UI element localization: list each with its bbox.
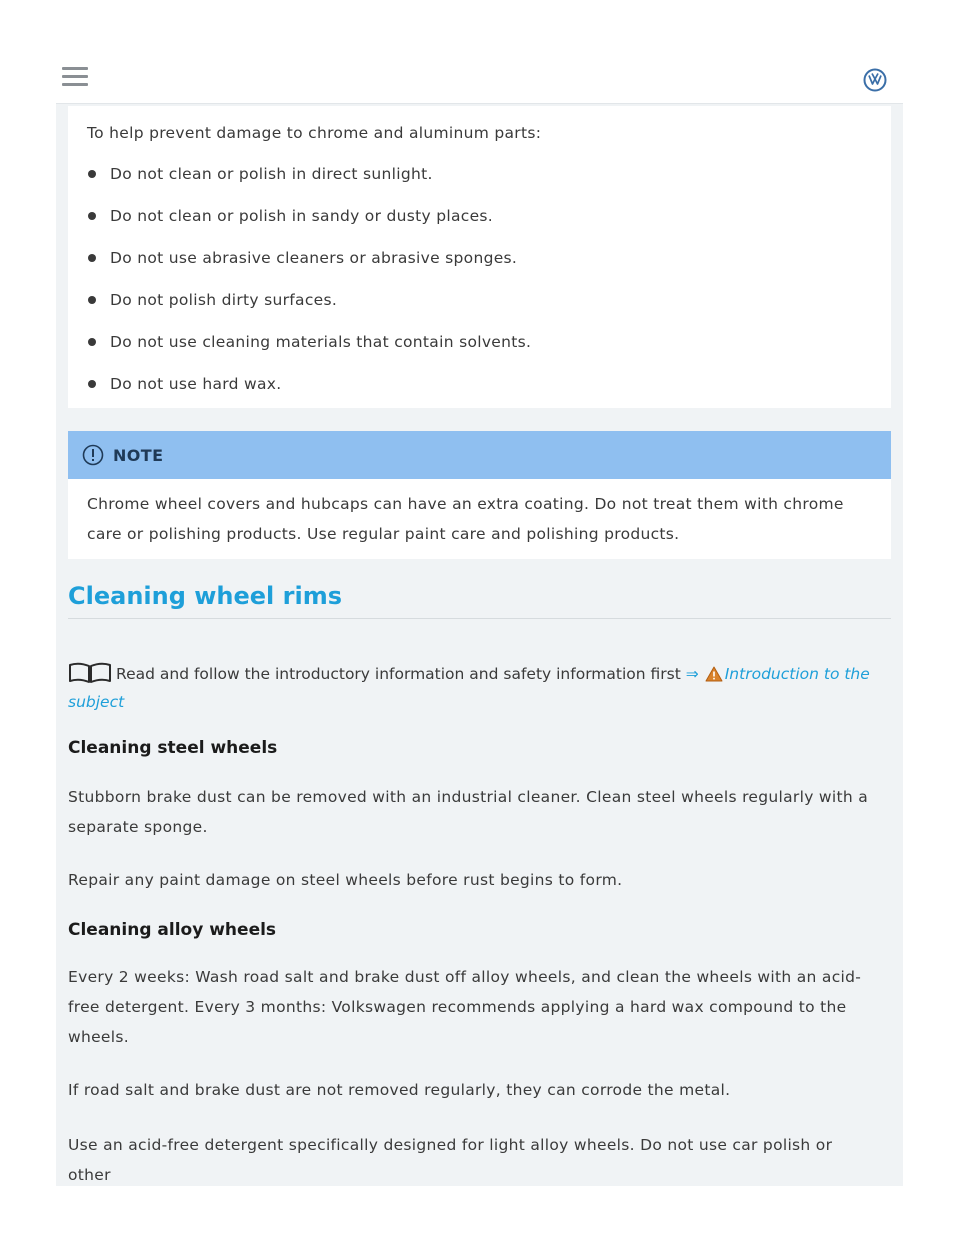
list-item: Do not clean or polish in direct sunlight.	[88, 164, 531, 206]
link-arrow: ⇒	[685, 665, 699, 683]
read-follow-notice	[68, 660, 891, 716]
list-item: Do not use abrasive cleaners or abrasive sponges.	[88, 248, 531, 290]
book-icon	[68, 662, 112, 684]
warning-triangle-icon	[705, 666, 723, 682]
steel-wheels-heading: Cleaning steel wheels	[68, 738, 278, 758]
introduction-link[interactable]: Introduction to the subject	[68, 665, 870, 711]
list-item: Do not polish dirty surfaces.	[88, 290, 531, 332]
chrome-care-intro: To help prevent damage to chrome and aluminum parts:	[87, 124, 542, 142]
list-item: Do not use hard wax.	[88, 374, 531, 416]
steel-wheels-paragraph-2: Repair any paint damage on steel wheels before rust begins to form.	[68, 871, 623, 889]
alloy-wheels-paragraph-2: If road salt and brake dust are not removed regularly, they can corrode the metal.	[68, 1081, 731, 1099]
hamburger-menu-icon[interactable]	[62, 67, 88, 89]
list-item: Do not clean or polish in sandy or dusty places.	[88, 206, 531, 248]
chrome-care-list	[88, 164, 531, 416]
steel-wheels-paragraph-1: Stubborn brake dust can be removed with an industrial cleaner. Clean steel wheels regularly with a separate sponge.	[68, 788, 869, 836]
section-divider	[68, 618, 891, 619]
list-item: Do not use cleaning materials that contain solvents.	[88, 332, 531, 374]
note-body: Chrome wheel covers and hubcaps can have an extra coating. Do not treat them with chrome care or polishing products. Use regular paint care and polishing products.	[87, 495, 844, 543]
chrome-care-card	[68, 106, 891, 408]
alloy-wheels-paragraph-1: Every 2 weeks: Wash road salt and brake dust off alloy wheels, and clean the wheels with an acid-free detergent. Every 3 months: Volkswagen recommends applying a hard wax compound to the wheels.	[68, 968, 862, 1046]
read-follow-text: Read and follow the introductory information and safety information first	[116, 665, 681, 683]
note-header	[68, 431, 891, 479]
note-box	[68, 431, 891, 559]
content-page	[56, 103, 903, 1186]
note-title: NOTE	[113, 446, 164, 465]
alloy-wheels-heading: Cleaning alloy wheels	[68, 920, 277, 940]
section-title: Cleaning wheel rims	[68, 582, 342, 610]
top-bar	[0, 0, 960, 103]
alloy-wheels-paragraph-3: Use an acid-free detergent specifically designed for light alloy wheels. Do not use car polish or other	[68, 1136, 833, 1184]
vw-logo-icon[interactable]	[863, 68, 887, 92]
exclamation-circle-icon	[82, 444, 104, 466]
